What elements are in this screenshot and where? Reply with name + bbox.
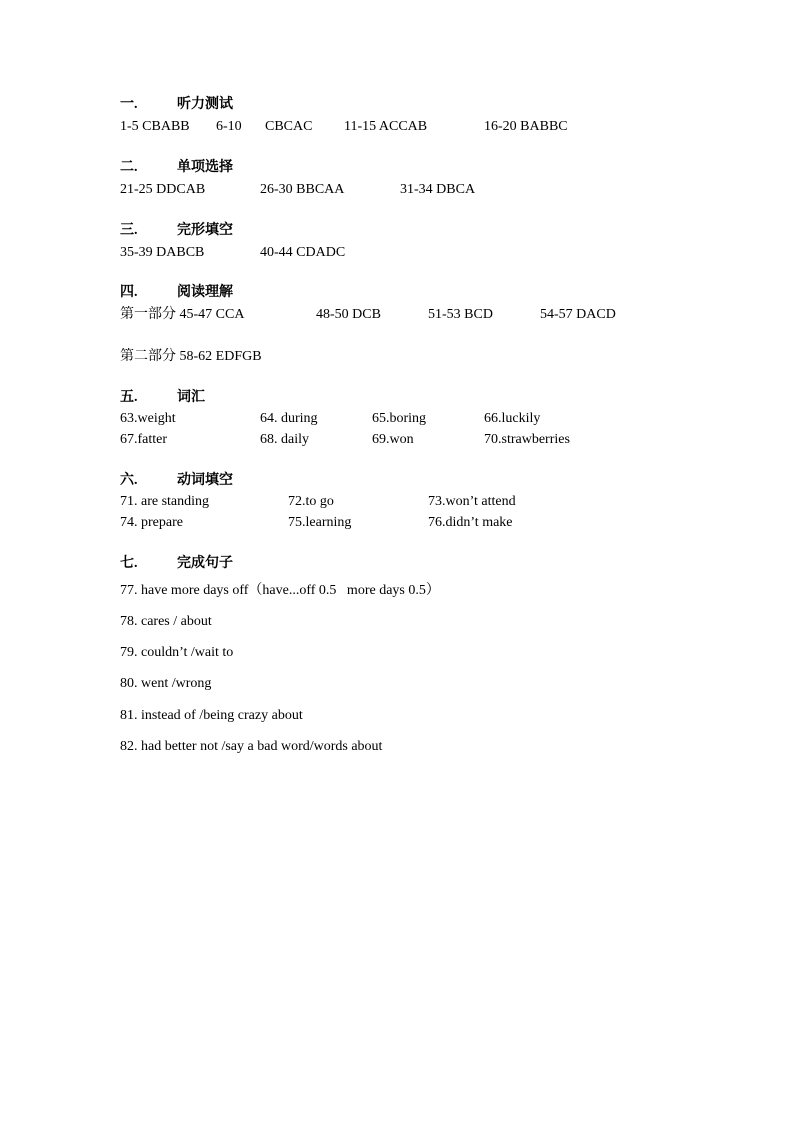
sentence-answer: 78. cares / about <box>120 614 212 629</box>
vocab-answer: 69.won <box>372 432 414 447</box>
answer-group: 40-44 CDADC <box>260 245 346 260</box>
section-5-title: 词汇 <box>177 390 205 405</box>
answer-group: 11-15 ACCAB <box>344 119 428 134</box>
section-7-title: 完成句子 <box>177 556 233 571</box>
answer-group: 16-20 BABBC <box>484 119 568 134</box>
verb-answer: 71. are standing <box>120 494 210 509</box>
section-4-title: 阅读理解 <box>177 285 233 300</box>
answer-group: 26-30 BBCAA <box>260 182 345 197</box>
verb-answer: 74. prepare <box>120 515 183 530</box>
answer-group: 31-34 DBCA <box>400 182 476 197</box>
verb-answer: 72.to go <box>288 494 334 509</box>
answer-group: 第一部分 45-47 CCA <box>120 307 245 322</box>
answer-group: 48-50 DCB <box>316 307 381 322</box>
sentence-answer: 82. had better not /say a bad word/words about <box>120 739 383 754</box>
sentence-answer: 81. instead of /being crazy about <box>120 708 303 723</box>
section-6-title: 动词填空 <box>177 473 233 488</box>
section-7-number: 七. <box>120 556 138 571</box>
answer-group: 51-53 BCD <box>428 307 493 322</box>
vocab-answer: 65.boring <box>372 411 427 426</box>
vocab-answer: 64. during <box>260 411 318 426</box>
answer-group: 21-25 DDCAB <box>120 182 206 197</box>
vocab-answer: 67.fatter <box>120 432 168 447</box>
section-3-title: 完形填空 <box>177 223 233 238</box>
verb-answer: 73.won’t attend <box>428 494 516 509</box>
vocab-answer: 68. daily <box>260 432 309 447</box>
sentence-answer: 80. went /wrong <box>120 676 212 691</box>
answer-group: CBCAC <box>265 119 313 134</box>
vocab-answer: 70.strawberries <box>484 432 570 447</box>
section-2-number: 二. <box>120 160 138 175</box>
section-1-title: 听力测试 <box>177 97 233 112</box>
answer-group: 1-5 CBABB <box>120 119 190 134</box>
vocab-answer: 66.luckily <box>484 411 541 426</box>
verb-answer: 75.learning <box>288 515 352 530</box>
vocab-answer: 63.weight <box>120 411 176 426</box>
sentence-answer: 79. couldn’t /wait to <box>120 645 234 660</box>
answer-group: 54-57 DACD <box>540 307 616 322</box>
section-4-number: 四. <box>120 285 138 300</box>
answer-group: 第二部分 58-62 EDFGB <box>120 349 262 364</box>
verb-answer: 76.didn’t make <box>428 515 513 530</box>
section-1-number: 一. <box>120 97 138 112</box>
section-6-number: 六. <box>120 473 138 488</box>
answer-group: 6-10 <box>216 119 242 134</box>
answer-group: 35-39 DABCB <box>120 245 205 260</box>
section-3-number: 三. <box>120 223 138 238</box>
sentence-answer: 77. have more days off（have...off 0.5 more days 0.5） <box>120 583 440 598</box>
section-5-number: 五. <box>120 390 138 405</box>
section-2-title: 单项选择 <box>177 160 233 175</box>
